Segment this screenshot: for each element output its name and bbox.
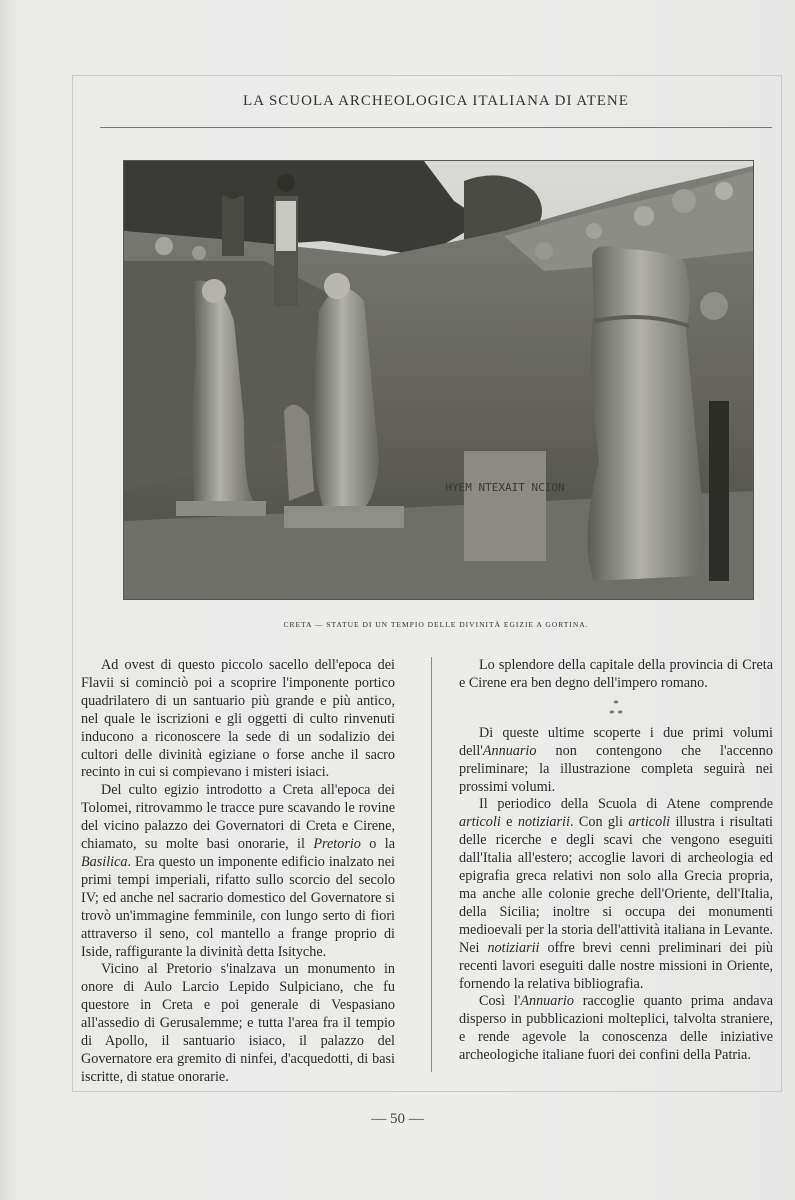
left-text-column xyxy=(81,657,395,1087)
figure-caption: CRETA — STATUE DI UN TEMPIO DELLE DIVINITÀ EGIZIE A GORTINA. xyxy=(283,620,589,629)
right-text-column xyxy=(459,657,773,1065)
paragraph: Ad ovest di questo piccolo sacello dell'epoca dei Flavii si cominciò poi a scoprire l'imponente portico quadrilatero di un santuario più grande e più antico, nel quale le iscrizioni e gli oggetti di culto rinvenuti inducono a riconoscere la sede di un sodalizio dei cultori delle divinità egiziane o forse anche il sacro recinto in cui si compievano i misteri isiaci. xyxy=(81,657,395,781)
section-asterism: * * * xyxy=(609,697,623,720)
page-number: — 50 — xyxy=(371,1111,424,1127)
paragraph: Lo splendore della capitale della provincia di Creta e Cirene era ben degno dell'impero romano. xyxy=(459,657,773,691)
header-rule xyxy=(100,127,772,128)
paragraph: Il periodico della Scuola di Atene comprende articoli e notiziarii. Con gli articoli illustra i risultati delle ricerche e degli scavi che vengono eseguiti dall'Italia all'estero; accoglie lavori di archeologia ed epigrafia greca relativi non solo alla Grecia propria, ma anche alle colonie greche dell'Oriente, dell'Italia, della Sicilia; inoltre si occupa dei monumenti medioevali per la storia dell'attività italiana in Levante. Nei notiziarii offre brevi cenni preliminari dei più recenti lavori eseguiti dalle nostre missioni in Oriente, fornendo la relativa bibliografia. xyxy=(459,796,773,992)
paragraph: Del culto egizio introdotto a Creta all'epoca dei Tolomei, ritrovammo le tracce pure scavando le rovine del vicino palazzo dei Governatori di Creta e Cirene, chiamato, su molte basi onorarie, il Pretorio o la Basilica. Era questo un imponente edificio inalzato nei primi tempi imperiali, rifatto sullo scorcio del secolo IV; ed anche nel sacrario domestico del Governatore si trovò un'immagine femminile, con lungo serto di fiori attraverso il seno, col mantello a frange proprio di Iside, raffigurante la divinità detta Isityche. xyxy=(81,782,395,960)
paragraph: Vicino al Pretorio s'inalzava un monumento in onore di Aulo Larcio Lepido Sulpiciano, che fu questore in Creta e poi generale di Vespasiano all'assedio di Gerusalemme; e tutta l'area fra il tempio di Apollo, il santuario isiaco, il palazzo del Governatore era gremito di ninfei, d'acquedotti, di basi iscritte, di statue onorarie. xyxy=(81,961,395,1085)
pedestal-inscription: HYEM NTEXAIT NCION xyxy=(445,481,565,494)
running-header: LA SCUOLA ARCHEOLOGICA ITALIANA DI ATENE xyxy=(243,93,629,109)
paragraph: Così l'Annuario raccoglie quanto prima andava disperso in pubblicazioni molteplici, talvolta straniere, e rende agevole la conoscenza delle iniziative archeologiche italiane fuori dei confini della Patria. xyxy=(459,993,773,1064)
archaeological-photograph xyxy=(123,160,754,600)
paragraph: Di queste ultime scoperte i due primi volumi dell'Annuario non contengono che l'accenno preliminare; la illustrazione completa seguirà nei prossimi volumi. xyxy=(459,724,773,795)
column-divider xyxy=(431,657,432,1072)
